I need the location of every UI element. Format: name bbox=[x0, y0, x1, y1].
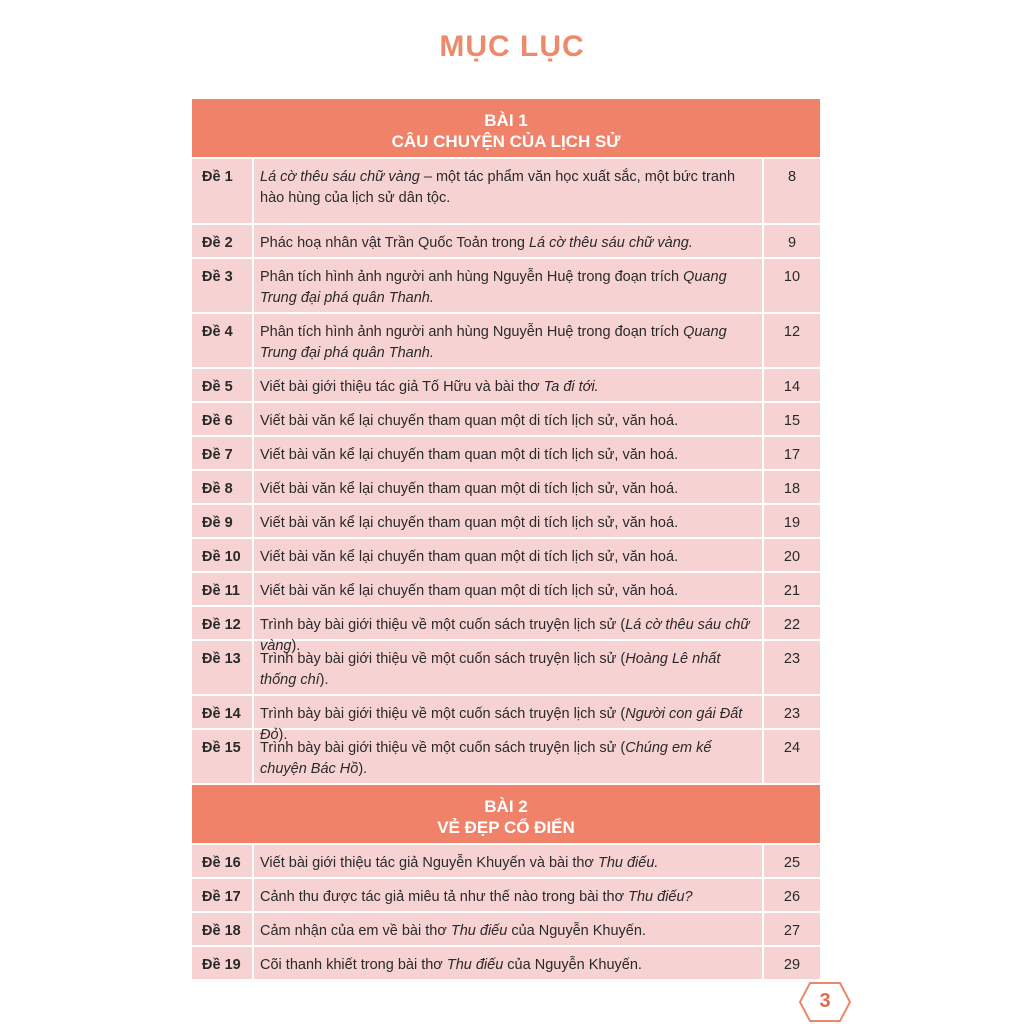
title-fragment: Viết bài văn kể lại chuyến tham quan một di tích lịch sử, văn hoá. bbox=[260, 481, 679, 497]
page-ref: 17 bbox=[783, 447, 801, 463]
toc-row[interactable] bbox=[192, 259, 820, 314]
toc-row[interactable] bbox=[192, 369, 820, 403]
title-fragment: Lá cờ thêu sáu chữ vàng. bbox=[528, 235, 693, 251]
title-fragment: Cảnh thu được tác giả miêu tả như thế nào trong bài thơ bbox=[260, 889, 629, 905]
toc-row[interactable] bbox=[192, 879, 820, 913]
page-ref: 26 bbox=[783, 889, 801, 905]
title-fragment: Cảm nhận của em về bài thơ bbox=[260, 923, 451, 939]
title-fragment: Lá cờ thêu sáu chữ vàng bbox=[260, 169, 420, 185]
toc-row[interactable] bbox=[192, 225, 820, 259]
exercise-title bbox=[252, 505, 764, 537]
page-ref: 29 bbox=[783, 957, 801, 973]
page-ref: 18 bbox=[783, 481, 801, 497]
toc-row[interactable] bbox=[192, 437, 820, 471]
title-fragment: của Nguyễn Khuyến. bbox=[507, 923, 646, 939]
exercise-number: Đề 11 bbox=[202, 583, 240, 599]
exercise-number: Đề 1 bbox=[202, 169, 233, 185]
title-fragment: Trình bày bài giới thiệu về một cuốn sách truyện lịch sử ( bbox=[260, 651, 626, 667]
page-number: 3 bbox=[819, 990, 831, 1012]
exercise-title bbox=[252, 641, 764, 694]
title-fragment: Hoàng Lê nhất thống chí bbox=[260, 651, 721, 688]
exercise-title bbox=[252, 845, 764, 877]
exercise-title bbox=[252, 607, 764, 654]
exercise-number: Đề 15 bbox=[202, 740, 241, 756]
exercise-number: Đề 12 bbox=[202, 617, 241, 633]
exercise-number: Đề 4 bbox=[202, 324, 233, 340]
toc-row[interactable] bbox=[192, 845, 820, 879]
toc-row[interactable] bbox=[192, 641, 820, 696]
exercise-title bbox=[252, 225, 764, 257]
title-fragment: Ta đi tới. bbox=[543, 379, 599, 395]
exercise-number: Đề 18 bbox=[202, 923, 241, 939]
exercise-number: Đề 16 bbox=[202, 855, 241, 871]
exercise-title bbox=[252, 314, 764, 367]
exercise-number: Đề 14 bbox=[202, 706, 241, 722]
title-fragment: Phân tích hình ảnh người anh hùng Nguyễn Huệ trong đoạn trích bbox=[260, 269, 684, 285]
exercise-title bbox=[252, 259, 764, 312]
page-ref: 23 bbox=[783, 651, 801, 667]
exercise-title bbox=[252, 696, 764, 743]
title-fragment: Người con gái Đất Đỏ bbox=[260, 706, 743, 743]
title-fragment: ). bbox=[319, 672, 329, 688]
exercise-number: Đề 2 bbox=[202, 235, 233, 251]
exercise-number: Đề 3 bbox=[202, 269, 233, 285]
toc-row[interactable] bbox=[192, 403, 820, 437]
exercise-number: Đề 5 bbox=[202, 379, 233, 395]
exercise-number: Đề 13 bbox=[202, 651, 241, 667]
toc-row[interactable] bbox=[192, 471, 820, 505]
toc-row[interactable] bbox=[192, 696, 820, 743]
page-ref: 8 bbox=[787, 169, 797, 185]
title-fragment: Viết bài văn kể lại chuyến tham quan một di tích lịch sử, văn hoá. bbox=[260, 447, 679, 463]
title-fragment: Viết bài văn kể lại chuyến tham quan một di tích lịch sử, văn hoá. bbox=[260, 549, 679, 565]
title-fragment: Cõi thanh khiết trong bài thơ bbox=[260, 957, 447, 973]
title-fragment: Quang Trung đại phá quân Thanh. bbox=[260, 269, 727, 306]
page-ref: 15 bbox=[783, 413, 801, 429]
title-fragment: Quang Trung đại phá quân Thanh. bbox=[260, 324, 727, 361]
page-ref: 12 bbox=[783, 324, 801, 340]
exercise-title bbox=[252, 730, 764, 783]
exercise-title bbox=[252, 403, 764, 435]
title-fragment: Trình bày bài giới thiệu về một cuốn sách truyện lịch sử ( bbox=[260, 617, 626, 633]
toc-row[interactable] bbox=[192, 913, 820, 947]
exercise-number: Đề 10 bbox=[202, 549, 241, 565]
title-fragment: – một tác phẩm văn học xuất sắc, một bức tranh hào hùng của lịch sử dân tộc. bbox=[260, 169, 736, 206]
title-fragment: ). bbox=[358, 761, 368, 777]
page-ref: 25 bbox=[783, 855, 801, 871]
title-fragment: Viết bài giới thiệu tác giả Nguyễn Khuyến và bài thơ bbox=[260, 855, 598, 871]
title-fragment: Trình bày bài giới thiệu về một cuốn sách truyện lịch sử ( bbox=[260, 706, 626, 722]
title-fragment: Chúng em kể chuyện Bác Hồ bbox=[260, 740, 712, 777]
section-header bbox=[192, 99, 820, 159]
section-title: VẺ ĐẸP CỔ ĐIỂN bbox=[437, 818, 575, 837]
page-ref: 21 bbox=[783, 583, 801, 599]
exercise-title bbox=[252, 437, 764, 469]
page-ref: 10 bbox=[783, 269, 801, 285]
title-fragment: Phác hoạ nhân vật Trần Quốc Toản trong bbox=[260, 235, 529, 251]
page-ref: 14 bbox=[783, 379, 801, 395]
page-ref: 24 bbox=[783, 740, 801, 756]
title-fragment: Trình bày bài giới thiệu về một cuốn sách truyện lịch sử ( bbox=[260, 740, 626, 756]
page-ref: 27 bbox=[783, 923, 801, 939]
page-ref: 19 bbox=[783, 515, 801, 531]
title-fragment: Thu điếu bbox=[450, 923, 508, 939]
title-fragment: Thu điếu? bbox=[628, 889, 693, 905]
page-ref: 9 bbox=[787, 235, 797, 251]
page-ref: 23 bbox=[783, 706, 801, 722]
toc-row[interactable] bbox=[192, 314, 820, 369]
title-fragment: Lá cờ thêu sáu chữ vàng bbox=[260, 617, 750, 654]
exercise-number: Đề 7 bbox=[202, 447, 233, 463]
title-fragment: Viết bài giới thiệu tác giả Tố Hữu và bài thơ bbox=[260, 379, 544, 395]
page-title: MỤC LỤC bbox=[439, 30, 585, 63]
exercise-title bbox=[252, 471, 764, 503]
exercise-title bbox=[252, 573, 764, 605]
title-fragment: Phân tích hình ảnh người anh hùng Nguyễn Huệ trong đoạn trích bbox=[260, 324, 684, 340]
toc-row[interactable] bbox=[192, 539, 820, 573]
exercise-number: Đề 8 bbox=[202, 481, 233, 497]
toc-row[interactable] bbox=[192, 607, 820, 654]
title-fragment: Viết bài văn kể lại chuyến tham quan một di tích lịch sử, văn hoá. bbox=[260, 413, 679, 429]
title-fragment: Thu điếu. bbox=[597, 855, 659, 871]
page-ref: 22 bbox=[783, 617, 801, 633]
page-number-badge bbox=[798, 981, 852, 1023]
toc-row[interactable] bbox=[192, 947, 820, 981]
toc-row[interactable] bbox=[192, 573, 820, 607]
section-number: BÀI 1 bbox=[484, 111, 528, 130]
toc-row[interactable] bbox=[192, 159, 820, 225]
title-fragment: ). bbox=[278, 727, 288, 743]
exercise-number: Đề 19 bbox=[202, 957, 241, 973]
exercise-number: Đề 6 bbox=[202, 413, 233, 429]
title-fragment: ). bbox=[291, 638, 301, 654]
toc-row[interactable] bbox=[192, 505, 820, 539]
exercise-title bbox=[252, 879, 764, 911]
page-ref: 20 bbox=[783, 549, 801, 565]
toc-row[interactable] bbox=[192, 730, 820, 785]
exercise-title bbox=[252, 369, 764, 401]
title-fragment: Viết bài văn kể lại chuyến tham quan một di tích lịch sử, văn hoá. bbox=[260, 515, 679, 531]
section-header bbox=[192, 785, 820, 845]
exercise-title bbox=[252, 947, 764, 979]
title-fragment: Viết bài văn kể lại chuyến tham quan một di tích lịch sử, văn hoá. bbox=[260, 583, 679, 599]
table-of-contents bbox=[192, 99, 820, 981]
exercise-number: Đề 17 bbox=[202, 889, 241, 905]
title-fragment: Thu điếu bbox=[446, 957, 504, 973]
exercise-title bbox=[252, 159, 764, 223]
exercise-title bbox=[252, 539, 764, 571]
section-title: CÂU CHUYỆN CỦA LỊCH SỬ bbox=[391, 132, 621, 151]
exercise-number: Đề 9 bbox=[202, 515, 233, 531]
section-number: BÀI 2 bbox=[484, 797, 528, 816]
exercise-title bbox=[252, 913, 764, 945]
title-fragment: của Nguyễn Khuyến. bbox=[503, 957, 642, 973]
